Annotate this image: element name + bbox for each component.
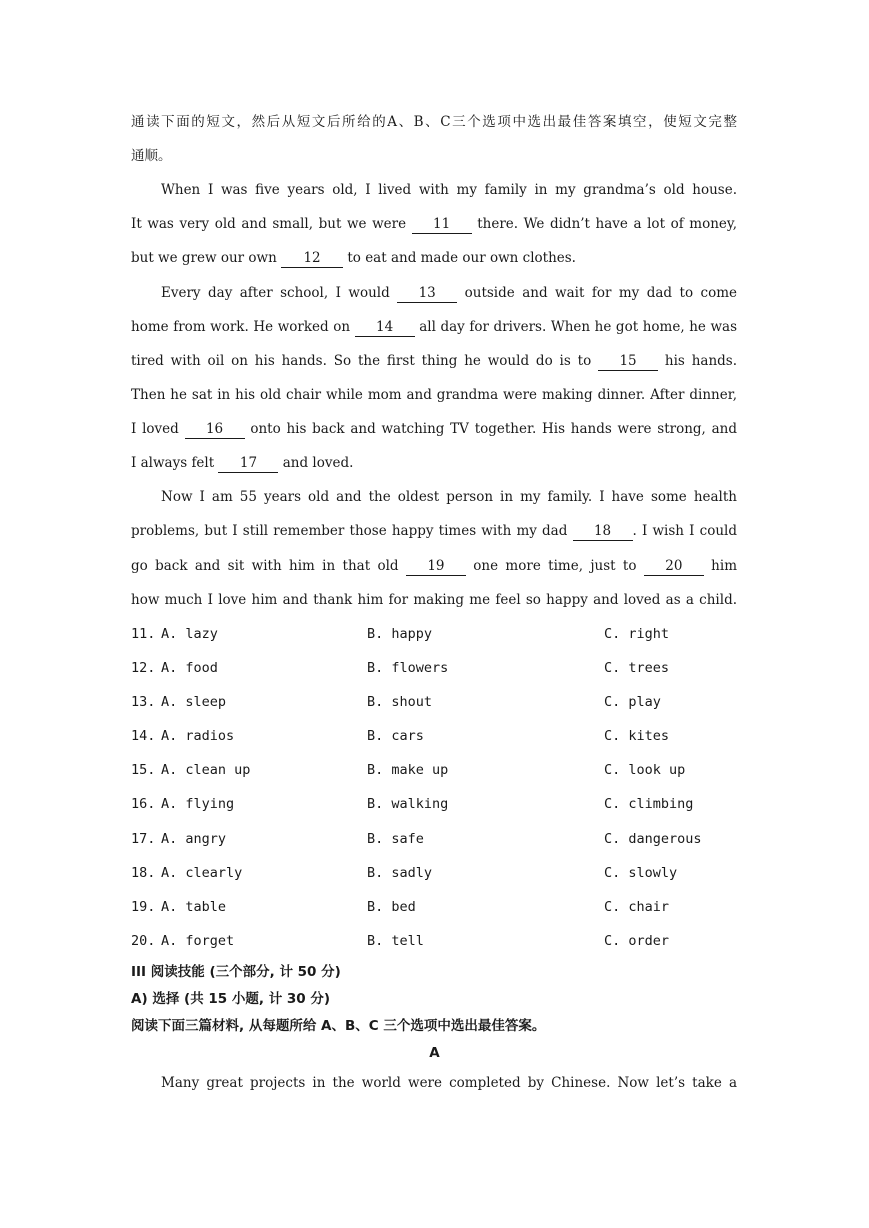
section-heading: III 阅读技能 (三个部分, 计 50 分) bbox=[131, 964, 341, 980]
passage-line: how much I love him and thank him for making me feel so happy and loved as a child. bbox=[131, 592, 737, 608]
passage-text: It was very old and small, but we were bbox=[131, 216, 412, 232]
passage-text: his hands. bbox=[658, 353, 738, 369]
section-instruction: 阅读下面三篇材料, 从每题所给 A、B、C 三个选项中选出最佳答案。 bbox=[131, 1018, 546, 1034]
blank-19: 19 bbox=[406, 558, 466, 576]
question-number: 15. bbox=[131, 762, 156, 778]
option-a: A. sleep bbox=[161, 694, 227, 710]
question-number: 16. bbox=[131, 796, 156, 812]
question-number: 14. bbox=[131, 728, 156, 744]
passage-text: there. We didn’t have a lot of money, bbox=[471, 216, 738, 232]
blank-11: 11 bbox=[412, 216, 472, 234]
question-number: 20. bbox=[131, 933, 156, 949]
part-label: A bbox=[429, 1045, 440, 1061]
option-a: A. clearly bbox=[161, 865, 243, 881]
passage-text: go back and sit with him in that old bbox=[131, 558, 406, 574]
blank-16: 16 bbox=[185, 421, 245, 439]
option-c: C. chair bbox=[604, 899, 670, 915]
option-b: B. flowers bbox=[367, 660, 449, 676]
blank-15: 15 bbox=[598, 353, 658, 371]
blank-18: 18 bbox=[573, 523, 633, 541]
passage-text: but we grew our own bbox=[131, 250, 282, 266]
passage-text: home from work. He worked on bbox=[131, 319, 355, 335]
passage-line bbox=[131, 214, 737, 234]
option-row bbox=[131, 658, 751, 678]
question-number: 12. bbox=[131, 660, 156, 676]
option-row bbox=[131, 760, 751, 780]
passage-line bbox=[161, 283, 737, 303]
option-a: A. food bbox=[161, 660, 218, 676]
passage-line bbox=[131, 521, 737, 541]
passage-line: Then he sat in his old chair while mom and grandma were making dinner. After dinner, bbox=[131, 387, 737, 403]
option-c: C. kites bbox=[604, 728, 670, 744]
option-a: A. table bbox=[161, 899, 227, 915]
option-row bbox=[131, 726, 751, 746]
passage-line: Many great projects in the world were completed by Chinese. Now let’s take a bbox=[161, 1075, 737, 1091]
option-b: B. happy bbox=[367, 626, 433, 642]
blank-12: 12 bbox=[281, 250, 343, 268]
blank-13: 13 bbox=[397, 285, 457, 303]
option-c: C. order bbox=[604, 933, 670, 949]
option-row bbox=[131, 624, 751, 644]
passage-line bbox=[131, 556, 737, 576]
option-a: A. radios bbox=[161, 728, 235, 744]
option-b: B. walking bbox=[367, 796, 449, 812]
passage-line: Now I am 55 years old and the oldest person in my family. I have some health bbox=[161, 489, 737, 505]
question-number: 19. bbox=[131, 899, 156, 915]
passage-text: outside and wait for my dad to come bbox=[457, 285, 737, 301]
option-a: A. forget bbox=[161, 933, 235, 949]
option-b: B. make up bbox=[367, 762, 449, 778]
option-b: B. bed bbox=[367, 899, 416, 915]
passage-text: onto his back and watching TV together. His hands were strong, and bbox=[244, 421, 737, 437]
cloze-instruction: 通读下面的短文，然后从短文后所给的A、B、C三个选项中选出最佳答案填空，使短文完整 bbox=[131, 114, 737, 130]
option-c: C. right bbox=[604, 626, 670, 642]
passage-text: Every day after school, I would bbox=[161, 285, 398, 301]
question-number: 11. bbox=[131, 626, 156, 642]
option-b: B. safe bbox=[367, 831, 424, 847]
passage-line bbox=[131, 248, 737, 268]
option-row bbox=[131, 829, 751, 849]
option-a: A. lazy bbox=[161, 626, 218, 642]
passage-text: tired with oil on his hands. So the first thing he would do is to bbox=[131, 353, 599, 369]
option-row bbox=[131, 863, 751, 883]
passage-line bbox=[131, 351, 737, 371]
option-a: A. angry bbox=[161, 831, 227, 847]
question-number: 18. bbox=[131, 865, 156, 881]
passage-text: problems, but I still remember those happy times with my dad bbox=[131, 523, 573, 539]
option-b: B. tell bbox=[367, 933, 424, 949]
passage-text: I loved bbox=[131, 421, 185, 437]
option-c: C. climbing bbox=[604, 796, 694, 812]
option-c: C. play bbox=[604, 694, 661, 710]
question-number: 17. bbox=[131, 831, 156, 847]
option-a: A. clean up bbox=[161, 762, 251, 778]
passage-line bbox=[131, 419, 737, 439]
option-b: B. shout bbox=[367, 694, 433, 710]
passage-text: and loved. bbox=[278, 455, 354, 471]
subsection-heading: A) 选择 (共 15 小题, 计 30 分) bbox=[131, 991, 331, 1007]
blank-20: 20 bbox=[644, 558, 704, 576]
option-row bbox=[131, 794, 751, 814]
option-row bbox=[131, 692, 751, 712]
blank-14: 14 bbox=[355, 319, 415, 337]
passage-text: I always felt bbox=[131, 455, 219, 471]
cloze-instruction-cont: 通顺。 bbox=[131, 148, 172, 164]
passage-line: When I was five years old, I lived with my family in my grandma’s old house. bbox=[161, 182, 737, 198]
passage-line bbox=[131, 453, 737, 473]
passage-line bbox=[131, 317, 737, 337]
option-c: C. dangerous bbox=[604, 831, 702, 847]
option-c: C. trees bbox=[604, 660, 670, 676]
passage-text: him bbox=[703, 558, 737, 574]
option-row bbox=[131, 931, 751, 951]
option-a: A. flying bbox=[161, 796, 235, 812]
option-c: C. look up bbox=[604, 762, 686, 778]
option-row bbox=[131, 897, 751, 917]
blank-17: 17 bbox=[218, 455, 278, 473]
option-b: B. sadly bbox=[367, 865, 433, 881]
passage-text: all day for drivers. When he got home, he was bbox=[414, 319, 737, 335]
passage-text: to eat and made our own clothes. bbox=[343, 250, 576, 266]
option-c: C. slowly bbox=[604, 865, 678, 881]
question-number: 13. bbox=[131, 694, 156, 710]
passage-text: one more time, just to bbox=[465, 558, 644, 574]
option-b: B. cars bbox=[367, 728, 424, 744]
passage-text: . I wish I could bbox=[632, 523, 737, 539]
